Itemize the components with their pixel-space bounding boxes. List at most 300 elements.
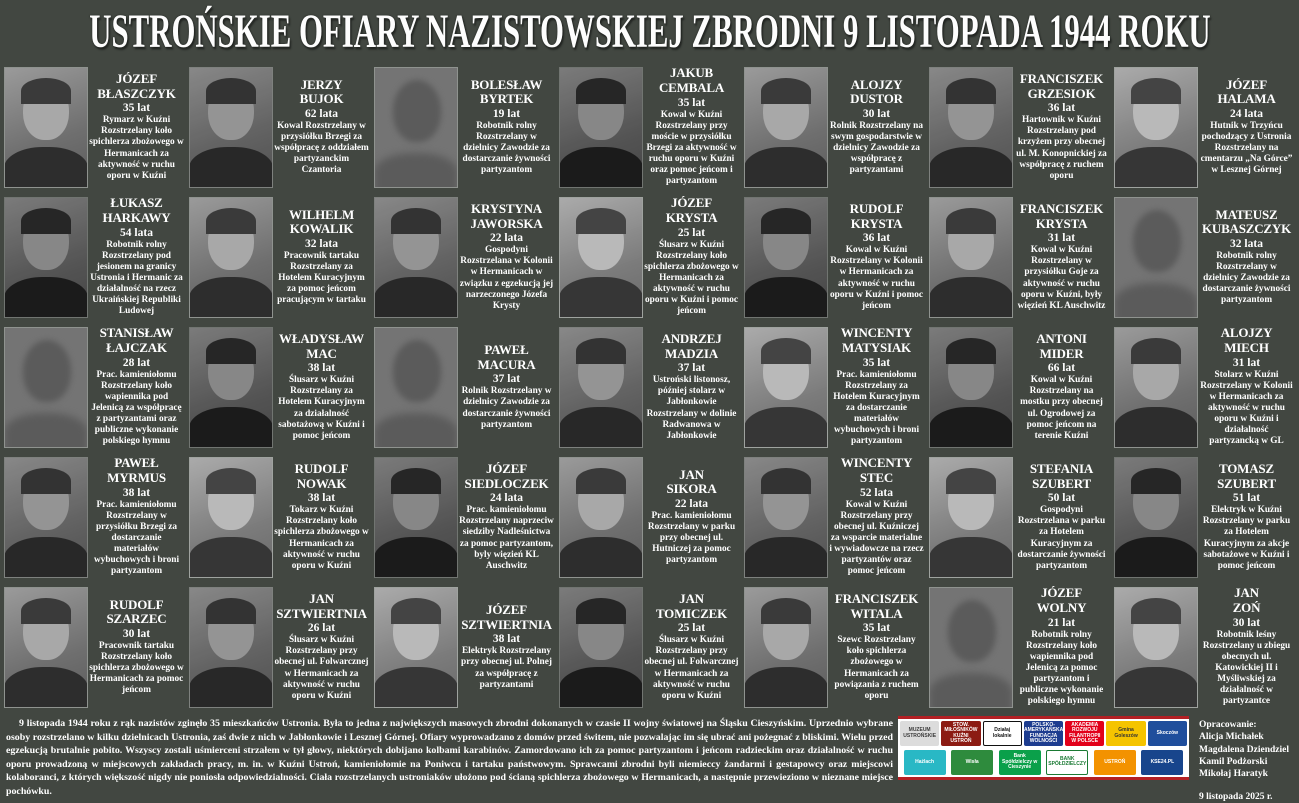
person-entry: [927, 452, 1112, 582]
person-description: Kowal w Kuźni Rozstrzelany w Kolonii w Hermanicach za aktywność w ruchu oporu w Kuźni i pomoc jeńcom: [830, 245, 923, 311]
person-info: [828, 78, 925, 177]
person-entry: [187, 62, 372, 192]
portrait-silhouette-hair: [576, 78, 626, 104]
portrait-silhouette-hair: [761, 338, 811, 364]
portrait-silhouette-head: [948, 600, 996, 662]
portrait-photo: [744, 587, 828, 708]
portrait-photo: [559, 327, 643, 448]
person-entry: [927, 62, 1112, 192]
person-age: 35 lat: [862, 622, 891, 635]
person-age: 51 lat: [1232, 492, 1261, 505]
portrait-photo: [189, 67, 273, 188]
person-description: Prac. kamieniołomu Rozstrzelany w przysiółku Brzegi za dostarczanie materiałów wybuchowych i broni partyzantom: [93, 499, 180, 577]
portrait-silhouette-body: [744, 407, 828, 448]
person-name: FRANCISZEK KRYSTA: [1019, 200, 1104, 231]
person-age: 25 lat: [677, 226, 706, 239]
credit-name: Magdalena Dziendziel: [1199, 744, 1289, 755]
portrait-silhouette-body: [189, 147, 273, 188]
person-info: [643, 66, 740, 187]
portrait-silhouette-body: [374, 413, 458, 448]
person-name: ALOJZY MIECH: [1220, 325, 1273, 355]
portrait-silhouette-hair: [391, 598, 441, 624]
credit-name: Kamil Podżorski: [1199, 757, 1268, 768]
person-entry: [372, 62, 557, 192]
portrait-photo: [559, 67, 643, 188]
portrait-silhouette-hair: [21, 468, 71, 494]
portrait-silhouette-head: [23, 340, 71, 402]
logo-hazlach: Hażlach: [904, 750, 946, 775]
portrait-silhouette-body: [4, 277, 88, 318]
logo-polsko-amerykanska-fundacja-wolnosci: POLSKO-AMERYKAŃSKA FUNDACJA WOLNOŚCI: [1023, 721, 1064, 745]
person-age: 66 lat: [1047, 362, 1076, 375]
person-age: 24 lata: [1230, 107, 1263, 120]
credits-block: [1189, 714, 1299, 800]
person-description: Kowal w Kuźni Rozstrzelany na mostku przy obecnej ul. Ogrodowej za pomoc jeńcom na terenie Kuźni: [1020, 375, 1103, 441]
credit-name: Mikołaj Haratyk: [1199, 769, 1268, 780]
person-entry: [557, 582, 742, 712]
portrait-silhouette-body: [929, 537, 1013, 578]
logo-akademia-rozwoju-filantropii: AKADEMIA ROZWOJU FILANTROPII W POLSCE: [1065, 721, 1104, 746]
person-entry: [2, 192, 187, 322]
person-description: Pracownik tartaku Rozstrzelany koło spichlerza zbożowego w Hermanicach za pomoc jeńcom: [89, 640, 184, 696]
portrait-silhouette-body: [189, 407, 273, 448]
portrait-photo: [1114, 67, 1198, 188]
person-name: JÓZEF BŁASZCZYK: [97, 70, 176, 101]
person-info: [273, 592, 370, 702]
person-age: 30 lat: [1232, 616, 1261, 629]
portrait-silhouette-hair: [206, 338, 256, 364]
person-name: FRANCISZEK GRZESIOK: [1019, 70, 1104, 101]
portrait-silhouette-hair: [1131, 598, 1181, 624]
person-name: JAN SIKORA: [666, 466, 717, 497]
person-description: Kowal w Kuźni Rozstrzelany w przysiółku Goje za aktywność w ruchu oporu w Kuźni, były więzień KL Auschwitz: [1017, 245, 1106, 311]
portrait-silhouette-hair: [761, 208, 811, 234]
person-info: [1013, 202, 1110, 312]
person-name: JAN SZTWIERTNIA: [276, 590, 367, 621]
person-info: [1013, 72, 1110, 182]
person-description: Robotnik leśny Rozstrzelany u zbiegu obecnych ul. Katowickiej II i Myśliwskiej za działalność w partyzantce: [1202, 629, 1291, 707]
person-name: JAN ZOŃ: [1232, 585, 1261, 615]
portrait-silhouette-head: [393, 80, 441, 142]
person-age: 52 lata: [860, 486, 893, 499]
portrait-photo: [559, 457, 643, 578]
person-age: 35 lat: [862, 356, 891, 369]
portrait-silhouette-hair: [1131, 338, 1181, 364]
person-description: Robotnik rolny Rozstrzelany pod jesionem na granicy Ustronia i Hermanic za działalność na rzecz Ukraińskiej Republiki Ludowej: [90, 239, 183, 317]
person-info: [273, 462, 370, 572]
portrait-placeholder: [374, 67, 458, 188]
person-info: [88, 598, 185, 697]
portrait-photo: [4, 587, 88, 708]
portrait-photo: [4, 457, 88, 578]
person-name: PAWEŁ MYRMUS: [107, 455, 166, 485]
person-description: Rymarz w Kuźni Rozstrzelany koło spichlerza zbożowego w Hermanicach za aktywność w ruchu oporu w Kuźni: [89, 115, 184, 181]
portrait-silhouette-body: [559, 407, 643, 448]
person-name: JAN TOMICZEK: [655, 590, 728, 621]
person-age: 31 lat: [1232, 356, 1261, 369]
portrait-silhouette-body: [559, 277, 643, 318]
portrait-photo: [374, 197, 458, 318]
portrait-silhouette-body: [4, 413, 88, 448]
portrait-silhouette-hair: [1131, 78, 1181, 104]
person-description: Stolarz w Kuźni Rozstrzelany w Kolonii w Hermanicach za aktywność w ruchu oporu w Kuźni i działalność partyzancką w GL: [1200, 369, 1293, 447]
person-age: 28 lat: [122, 356, 151, 369]
person-description: Ślusarz w Kuźni Rozstrzelany za Hotelem Kuracyjnym za działalność sabotażową w Kuźni i pomoc jeńcom: [278, 375, 365, 441]
person-description: Robotnik rolny Rozstrzelany w dzielnicy Zawodzie za dostarczanie żywności partyzantom: [462, 120, 551, 176]
logo-gmina-goleszow: Gmina Goleszów: [1106, 721, 1145, 746]
person-info: [828, 456, 925, 577]
person-description: Robotnik rolny Rozstrzelany koło wapiennika pod Jelenicą za pomoc partyzantom i publiczne wykonanie polskiego hymnu: [1019, 629, 1104, 707]
person-name: ANDRZEJ MADZIA: [661, 330, 722, 361]
person-age: 37 lat: [677, 362, 706, 375]
portrait-photo: [559, 197, 643, 318]
portrait-silhouette-head: [393, 340, 441, 402]
person-age: 62 lata: [305, 107, 338, 120]
person-description: Prac. kamieniołomu Rozstrzelany w parku przy obecnej ul. Hutniczej za pomoc partyzantom: [647, 510, 736, 566]
person-description: Kowal Rozstrzelany w przysiółku Brzegi za współpracę z oddziałem partyzanckim Czantoria: [274, 120, 369, 176]
logo-wisla: Wisła: [951, 750, 993, 775]
portrait-silhouette-body: [929, 673, 1013, 708]
person-entry: [742, 452, 927, 582]
person-name: RUDOLF KRYSTA: [849, 200, 904, 231]
portrait-photo: [744, 327, 828, 448]
person-info: [458, 462, 555, 572]
person-name: JÓZEF KRYSTA: [665, 195, 718, 225]
person-age: 22 lata: [490, 232, 523, 245]
person-description: Ślusarz w Kuźni Rozstrzelany przy obecnej ul. Folwarcznej w Hermanicach za aktywność w ruchu oporu w Kuźni: [274, 635, 369, 701]
portrait-photo: [744, 67, 828, 188]
logo-kse24: KSE24.PL: [1141, 750, 1183, 775]
person-age: 37 lat: [492, 373, 521, 386]
person-age: 22 lata: [675, 497, 708, 510]
portrait-photo: [189, 327, 273, 448]
portrait-placeholder: [4, 327, 88, 448]
portrait-photo: [1114, 587, 1198, 708]
person-description: Rolnik Rozstrzelany na swym gospodarstwie w dzielnicy Zawodzie za współpracę z partyzantami: [830, 120, 923, 176]
person-age: 32 lata: [305, 237, 338, 250]
person-name: JÓZEF SIEDLOCZEK: [464, 460, 549, 491]
portrait-placeholder: [929, 587, 1013, 708]
portrait-silhouette-hair: [946, 468, 996, 494]
person-info: [643, 196, 740, 317]
person-age: 21 lat: [1047, 616, 1076, 629]
person-name: RUDOLF NOWAK: [294, 460, 349, 491]
person-entry: [2, 322, 187, 452]
person-entry: [557, 192, 742, 322]
portrait-silhouette-hair: [761, 468, 811, 494]
portrait-placeholder: [1114, 197, 1198, 318]
portrait-silhouette-body: [929, 407, 1013, 448]
portrait-photo: [929, 197, 1013, 318]
person-description: Hutnik w Trzyńcu pochodzący z Ustronia Rozstrzelany na cmentarzu „Na Górce” w Lesznej Górnej: [1200, 120, 1293, 176]
person-entry: [1112, 452, 1297, 582]
portrait-silhouette-body: [1114, 537, 1198, 578]
person-entry: [372, 192, 557, 322]
portrait-silhouette-body: [744, 667, 828, 708]
person-info: [273, 78, 370, 177]
person-description: Prac. kamieniołomu Rozstrzelany za Hotelem Kuracyjnym za dostarczanie materiałów wybuchowych i broni partyzantom: [833, 369, 920, 447]
person-info: [88, 456, 185, 577]
person-age: 36 lat: [1047, 102, 1076, 115]
portrait-silhouette-body: [374, 277, 458, 318]
person-name: WINCENTY STEC: [840, 455, 913, 485]
person-entry: [187, 192, 372, 322]
person-age: 36 lat: [862, 232, 891, 245]
person-info: [88, 196, 185, 317]
person-entry: [372, 582, 557, 712]
person-age: 24 lata: [490, 492, 523, 505]
person-entry: [372, 322, 557, 452]
portrait-photo: [374, 457, 458, 578]
person-info: [458, 78, 555, 177]
person-age: 38 lat: [122, 486, 151, 499]
portrait-placeholder: [374, 327, 458, 448]
person-entry: [927, 582, 1112, 712]
portrait-photo: [4, 67, 88, 188]
person-age: 35 lat: [122, 102, 151, 115]
victims-grid: [0, 62, 1299, 714]
portrait-silhouette-head: [1133, 210, 1181, 272]
portrait-silhouette-body: [744, 277, 828, 318]
person-description: Gospodyni Rozstrzelana w Kolonii w Hermanicach w związku z egzekucją jej narzeczonego Józefa Krysty: [459, 245, 554, 311]
credits-heading: Opracowanie:: [1199, 720, 1257, 730]
person-info: [458, 343, 555, 431]
portrait-photo: [744, 197, 828, 318]
person-entry: [2, 452, 187, 582]
portrait-silhouette-body: [744, 147, 828, 188]
person-entry: [1112, 192, 1297, 322]
person-description: Hartownik w Kuźni Rozstrzelany pod krzyżem przy obecnej ul. M. Konopnickiej za współpracę z ruchem oporu: [1016, 115, 1107, 181]
credit-name: Alicja Michałek: [1199, 732, 1264, 743]
portrait-silhouette-hair: [576, 598, 626, 624]
person-name: STEFANIA SZUBERT: [1029, 460, 1094, 491]
person-description: Ślusarz w Kuźni Rozstrzelany przy obecnej ul. Folwarcznej w Hermanicach za aktywność w ruchu oporu w Kuźni: [644, 635, 739, 701]
portrait-silhouette-hair: [946, 78, 996, 104]
person-entry: [372, 452, 557, 582]
person-age: 26 lat: [307, 622, 336, 635]
logo-bank-spoldzielczy: BANK SPÓŁDZIELCZY: [1046, 750, 1088, 775]
portrait-photo: [189, 587, 273, 708]
portrait-photo: [929, 327, 1013, 448]
portrait-silhouette-body: [559, 147, 643, 188]
person-name: FRANCISZEK WITALA: [834, 590, 919, 621]
person-age: 19 lat: [492, 107, 521, 120]
portrait-silhouette-hair: [761, 78, 811, 104]
person-name: JÓZEF SZTWIERTNIA: [461, 602, 552, 632]
portrait-photo: [1114, 457, 1198, 578]
logo-skoczow: Skoczów: [1148, 721, 1187, 746]
portrait-silhouette-hair: [1131, 468, 1181, 494]
person-name: JÓZEF HALAMA: [1217, 76, 1276, 107]
person-name: WŁADYSŁAW MAC: [279, 330, 364, 361]
person-name: PAWEŁ MACURA: [477, 342, 536, 372]
person-name: WILHELM KOWALIK: [288, 206, 355, 237]
person-info: [88, 72, 185, 182]
logo-muzeum-ustronskie: MUZEUM USTROŃSKIE: [900, 721, 939, 746]
portrait-photo: [374, 587, 458, 708]
person-info: [828, 326, 925, 447]
person-description: Szewc Rozstrzelany koło spichlerza zbożowego w Hermanicach za powiązania z ruchem oporu: [834, 635, 919, 701]
person-entry: [557, 322, 742, 452]
person-info: [1013, 462, 1110, 572]
person-description: Robotnik rolny Rozstrzelany w dzielnicy Zawodzie za dostarczanie żywności partyzantom: [1202, 250, 1291, 306]
person-age: 30 lat: [862, 107, 891, 120]
portrait-silhouette-body: [4, 147, 88, 188]
logo-bank-spoldzielczy-cieszyn: Bank Spółdzielczy w Cieszynie: [999, 750, 1041, 775]
person-info: [643, 468, 740, 567]
person-info: [1198, 586, 1295, 707]
portrait-silhouette-body: [189, 277, 273, 318]
person-description: Elektryk w Kuźni Rozstrzelany w parku za Hotelem Kuracyjnym za akcje sabotażowe w Kuźni i pomoc jeńcom: [1202, 505, 1291, 571]
person-entry: [742, 62, 927, 192]
portrait-silhouette-body: [1114, 407, 1198, 448]
portrait-silhouette-hair: [576, 468, 626, 494]
person-info: [828, 592, 925, 702]
person-info: [458, 202, 555, 312]
person-description: Rolnik Rozstrzelany w dzielnicy Zawodzie za dostarczanie żywności partyzantom: [461, 386, 552, 430]
person-info: [1198, 208, 1295, 307]
portrait-silhouette-hair: [576, 208, 626, 234]
person-entry: [557, 452, 742, 582]
portrait-photo: [559, 587, 643, 708]
person-info: [273, 332, 370, 442]
portrait-silhouette-hair: [206, 78, 256, 104]
person-info: [458, 603, 555, 691]
portrait-silhouette-hair: [576, 338, 626, 364]
person-description: Kowal w Kuźni Rozstrzelany przy obecnej ul. Kuźniczej za wsparcie materialne i wywiadowcze na rzecz partyzantów oraz pomoc jeńcom: [829, 499, 924, 577]
poster-date: 9 listopada 2025 r.: [1199, 791, 1273, 802]
person-name: RUDOLF SZARZEC: [106, 596, 167, 627]
portrait-silhouette-body: [744, 537, 828, 578]
person-age: 50 lat: [1047, 492, 1076, 505]
portrait-silhouette-hair: [946, 208, 996, 234]
portrait-silhouette-hair: [761, 598, 811, 624]
person-entry: [742, 322, 927, 452]
portrait-silhouette-hair: [206, 598, 256, 624]
person-info: [643, 592, 740, 702]
person-info: [1198, 78, 1295, 177]
person-name: KRYSTYNA JAWORSKA: [470, 200, 543, 231]
portrait-silhouette-hair: [21, 78, 71, 104]
person-info: [273, 208, 370, 307]
person-entry: [2, 62, 187, 192]
person-name: ŁUKASZ HARKAWY: [102, 195, 171, 225]
person-name: ALOJZY DUSTOR: [850, 76, 903, 107]
sponsor-logos-strip: [898, 716, 1189, 780]
portrait-silhouette-hair: [21, 598, 71, 624]
portrait-photo: [929, 457, 1013, 578]
person-age: 38 lat: [307, 362, 336, 375]
person-age: 38 lat: [307, 492, 336, 505]
person-description: Gospodyni Rozstrzelana w parku za Hotelem Kuracyjnym za dostarczanie żywności partyzantom: [1017, 505, 1106, 571]
person-description: Prac. kamieniołomu Rozstrzelany naprzeciw siedziby Nadleśnictwa za pomoc partyzantom, byly więzień KL Auschwitz: [459, 505, 554, 571]
person-name: JERZY BUJOK: [299, 76, 344, 107]
person-age: 54 lata: [120, 226, 153, 239]
poster-title: USTROŃSKIE OFIARY NAZISTOWSKIEJ ZBRODNI 9 LISTOPADA 1944 ROKU: [88, 4, 1211, 58]
person-info: [88, 326, 185, 447]
person-entry: [187, 452, 372, 582]
person-entry: [187, 582, 372, 712]
person-description: Ślusarz w Kuźni Rozstrzelany koło spichlerza zbożowego w Hermanicach za aktywność w ruchu oporu w Kuźni i pomoc jeńcom: [644, 239, 739, 317]
portrait-silhouette-body: [4, 537, 88, 578]
person-age: 32 lata: [1230, 237, 1263, 250]
portrait-silhouette-hair: [391, 208, 441, 234]
person-description: Kowal w Kuźni Rozstrzelany przy moście w przysiółku Brzegi za aktywność w ruchu oporu w Kuźni oraz pomoc jeńcom i partyzantom: [646, 109, 737, 187]
person-info: [828, 202, 925, 312]
person-age: 30 lat: [122, 627, 151, 640]
person-description: Ustroński listonosz, później stolarz w Jabłonkowie Rozstrzelany w dolinie Radwanowa w Jabłonkowie: [646, 375, 737, 441]
portrait-silhouette-body: [929, 147, 1013, 188]
portrait-silhouette-body: [189, 667, 273, 708]
person-entry: [187, 322, 372, 452]
portrait-photo: [1114, 327, 1198, 448]
person-name: STANISŁAW ŁAJCZAK: [99, 325, 174, 355]
person-name: ANTONI MIDER: [1036, 330, 1087, 361]
person-entry: [927, 322, 1112, 452]
person-info: [1198, 326, 1295, 447]
portrait-silhouette-hair: [946, 338, 996, 364]
person-entry: [927, 192, 1112, 322]
person-entry: [2, 582, 187, 712]
portrait-photo: [189, 197, 273, 318]
person-entry: [1112, 62, 1297, 192]
logo-stowarzyszenie-milosnikow-kuzni-ustron: STOW. MIŁOŚNIKÓW KUŹNI USTROŃ: [941, 721, 980, 746]
portrait-silhouette-body: [189, 537, 273, 578]
person-info: [1198, 462, 1295, 572]
person-name: JÓZEF WOLNY: [1036, 585, 1087, 615]
person-name: MATEUSZ KUBASZCZYK: [1201, 206, 1292, 237]
person-entry: [557, 62, 742, 192]
person-name: TOMASZ SZUBERT: [1217, 460, 1276, 491]
portrait-silhouette-body: [374, 153, 458, 188]
portrait-silhouette-hair: [21, 208, 71, 234]
person-description: Pracownik tartaku Rozstrzelany za Hotelem Kuracyjnym za pomoc jeńcom pracującym w tartaku: [277, 250, 366, 306]
person-info: [1013, 332, 1110, 442]
portrait-photo: [189, 457, 273, 578]
poster-header: [0, 0, 1299, 62]
memorial-paragraph: 9 listopada 1944 roku z rąk nazistów zginęło 35 mieszkańców Ustronia. Była to jedna z największych masowych zbrodni dokonanych w czasie II wojny światowej na Śląsku Cieszyńskim. Uprzednio wybrane osoby rozstrzelano w kilku dzielnicach Ustronia, zaś dwie z nich w Jabłonkowie i Lesznej Górnej. Ofiary wyprowadzano z domów przed świtem, nie pozwalając im się ubrać ani pożegnać z bliskimi. Wielu przed egzekucją brutalnie pobito. Wszyscy zostali uśmierceni strzałem w tył głowy, niektórych dobijano kolbami karabinów. Zamordowano ich za pomoc partyzantom i jeńcom radzieckim oraz działalność w ruchu oporu prowadzoną w miejscowych zakładach pracy, m. in. w Kuźni Ustroń, kamieniołomie na Poniwcu i tartaku państwowym. Sprawcami zbrodni byli niemieccy żandarmi i gestapowcy oraz miejscowi kolaboranci, z których większość nigdy nie poniosła odpowiedzialności. Ciała rozstrzelanych ustroniaków ułożono pod ścianą spichlerza zbożowego w Hermanicach, a następnie przewieziono w nieznane miejsce pochówku.: [6, 718, 893, 797]
portrait-silhouette-body: [1114, 283, 1198, 318]
portrait-silhouette-body: [4, 667, 88, 708]
logo-ustron: USTROŃ: [1094, 750, 1136, 775]
portrait-silhouette-body: [374, 537, 458, 578]
portrait-silhouette-body: [1114, 667, 1198, 708]
person-entry: [742, 582, 927, 712]
portrait-silhouette-hair: [206, 468, 256, 494]
person-age: 35 lat: [677, 96, 706, 109]
person-name: WINCENTY MATYSIAK: [840, 325, 913, 355]
portrait-silhouette-body: [559, 667, 643, 708]
portrait-photo: [4, 197, 88, 318]
portrait-silhouette-body: [1114, 147, 1198, 188]
person-age: 31 lat: [1047, 232, 1076, 245]
poster-footer: [0, 714, 1299, 800]
credits-names: [1199, 731, 1295, 780]
portrait-silhouette-body: [559, 537, 643, 578]
person-name: JAKUB CEMBALA: [658, 65, 725, 95]
person-entry: [1112, 322, 1297, 452]
person-age: 25 lat: [677, 622, 706, 635]
portrait-silhouette-body: [929, 277, 1013, 318]
person-info: [643, 332, 740, 442]
person-description: Elektryk Rozstrzelany przy obecnej ul. Polnej za współpracę z partyzantami: [461, 646, 552, 690]
person-info: [1013, 586, 1110, 707]
person-entry: [742, 192, 927, 322]
person-age: 38 lat: [492, 633, 521, 646]
portrait-silhouette-hair: [391, 468, 441, 494]
person-name: BOLESŁAW BYRTEK: [470, 76, 543, 107]
person-description: Prac. kamieniołomu Rozstrzelany koło wapiennika pod Jelenicą za współpracę z partyzantami oraz publiczne wykonanie polskiego hymnu: [91, 369, 182, 447]
